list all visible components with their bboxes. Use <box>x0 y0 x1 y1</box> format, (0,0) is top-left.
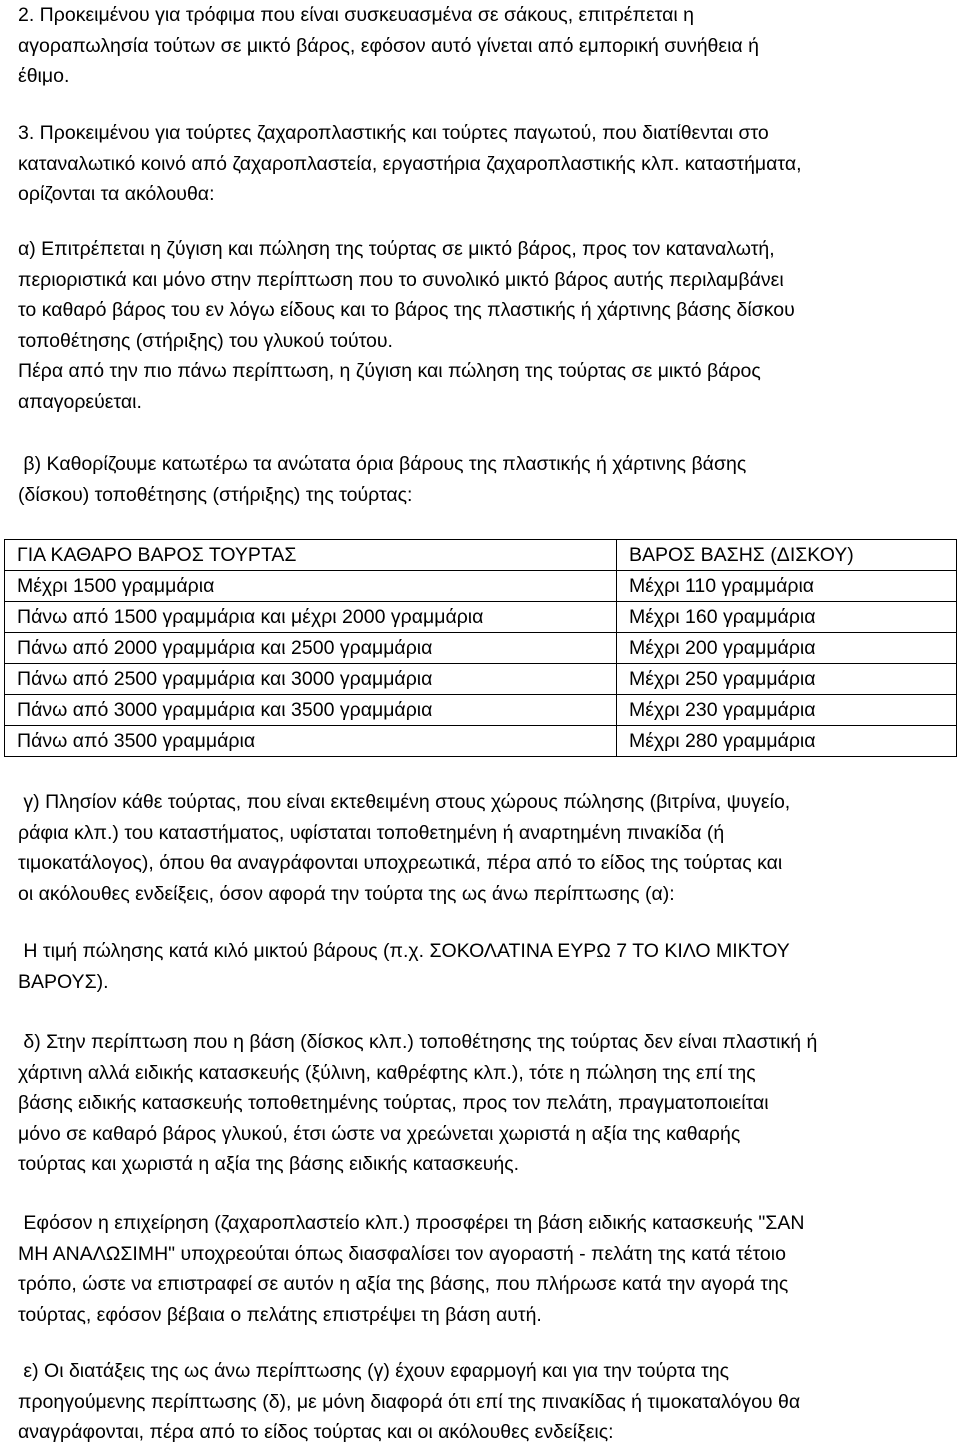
table-cell-net: Πάνω από 3500 γραμμάρια <box>5 726 617 757</box>
paragraph-a <box>18 234 948 417</box>
paragraph-b <box>18 449 948 510</box>
text-line: ράφια κλπ.) του καταστήματος, υφίσταται τοποθετημένη ή αναρτημένη πινακίδα (ή <box>18 821 725 844</box>
paragraph-g <box>18 787 948 909</box>
text-line: ΜΗ ΑΝΑΛΩΣΙΜΗ" υποχρεούται όπως διασφαλίσει τον αγοραστή - πελάτη της κατά τέτοιο <box>18 1242 786 1265</box>
paragraph-3 <box>18 118 948 210</box>
text-line: τρόπο, ώστε να επιστραφεί σε αυτόν η αξία της βάσης, που πλήρωσε κατά την αγορά της <box>18 1273 789 1295</box>
text-line: α) Επιτρέπεται η ζύγιση και πώληση της τούρτας σε μικτό βάρος, προς τον καταναλωτή, <box>18 238 775 260</box>
text-line: (δίσκου) τοποθέτησης (στήριξης) της τούρτας: <box>18 483 413 506</box>
table-cell-base: Μέχρι 110 γραμμάρια <box>617 571 957 602</box>
text-line: ε) Οι διατάξεις της ως άνω περίπτωσης (γ) έχουν εφαρμογή και για την τούρτα της <box>18 1360 729 1382</box>
text-line: οι ακόλουθες ενδείξεις, όσον αφορά την τούρτα της ως άνω περίπτωσης (α): <box>18 882 675 905</box>
table-cell-base: Μέχρι 250 γραμμάρια <box>617 664 957 695</box>
table-header-row <box>5 540 957 571</box>
table-row <box>5 633 957 664</box>
text-line: βάσης ειδικής κατασκευής τοποθετημένης τούρτας, προς τον πελάτη, πραγματοποιείται <box>18 1092 769 1114</box>
table-row <box>5 726 957 757</box>
text-line: τούρτας, εφόσον βέβαια ο πελάτης επιστρέψει τη βάση αυτή. <box>18 1303 542 1326</box>
paragraph-e <box>18 1356 948 1448</box>
text-line: μόνο σε καθαρό βάρος γλυκού, έτσι ώστε να χρεώνεται χωριστά η αξία της καθαρής <box>18 1122 741 1145</box>
text-line: 3. Προκειμένου για τούρτες ζαχαροπλαστικής και τούρτες παγωτού, που διατίθενται στο <box>18 122 769 144</box>
text-line: ΒΑΡΟΥΣ). <box>18 970 109 993</box>
text-line: καταναλωτικό κοινό από ζαχαροπλαστεία, εργαστήρια ζαχαροπλαστικής κλπ. καταστήματα, <box>18 152 802 175</box>
text-line: γ) Πλησίον κάθε τούρτας, που είναι εκτεθειμένη στους χώρους πώλησης (βιτρίνα, ψυγείο, <box>18 791 791 813</box>
text-line: ορίζονται τα ακόλουθα: <box>18 183 215 205</box>
text-line: έθιμο. <box>18 65 70 87</box>
text-line: αναγράφονται, πέρα από το είδος τούρτας και οι ακόλουθες ενδείξεις: <box>18 1421 614 1443</box>
text-line: το καθαρό βάρος του εν λόγω είδους και το βάρος της πλαστικής ή χάρτινης βάσης δίσκου <box>18 299 795 321</box>
paragraph-price <box>18 936 948 997</box>
text-line: προηγούμενης περίπτωσης (δ), με μόνη διαφορά ότι επί της πινακίδας ή τιμοκαταλόγου θα <box>18 1390 801 1413</box>
table-cell-net: Πάνω από 2500 γραμμάρια και 3000 γραμμάρια <box>5 664 617 695</box>
text-line: απαγορεύεται. <box>18 390 142 413</box>
text-line: περιοριστικά και μόνο στην περίπτωση που το συνολικό μικτό βάρος αυτής περιλαμβάνει <box>18 268 784 291</box>
text-line: αγοραπωλησία τούτων σε μικτό βάρος, εφόσον αυτό γίνεται από εμπορική συνήθεια ή <box>18 34 759 57</box>
text-line: τοποθέτησης (στήριξης) του γλυκού τούτου. <box>18 329 393 352</box>
base-weight-table <box>4 539 957 757</box>
table-cell-net: Μέχρι 1500 γραμμάρια <box>5 571 617 602</box>
text-line: δ) Στην περίπτωση που η βάση (δίσκος κλπ.) τοποθέτησης της τούρτας δεν είναι πλαστική ή <box>18 1031 818 1053</box>
paragraph-2 <box>18 0 948 92</box>
text-line: 2. Προκειμένου για τρόφιμα που είναι συσκευασμένα σε σάκους, επιτρέπεται η <box>18 4 694 26</box>
table-row <box>5 571 957 602</box>
table-row <box>5 602 957 633</box>
table-row <box>5 695 957 726</box>
paragraph-d <box>18 1027 948 1180</box>
table-cell-base: Μέχρι 230 γραμμάρια <box>617 695 957 726</box>
table-cell-net: Πάνω από 1500 γραμμάρια και μέχρι 2000 γραμμάρια <box>5 602 617 633</box>
table-header-net-weight: ΓΙΑ ΚΑΘΑΡΟ ΒΑΡΟΣ ΤΟΥΡΤΑΣ <box>5 540 617 571</box>
text-line: Η τιμή πώλησης κατά κιλό μικτού βάρους (π.χ. ΣΟΚΟΛΑΤΙΝΑ ΕΥΡΩ 7 ΤΟ ΚΙΛΟ ΜΙΚΤΟΥ <box>18 940 790 962</box>
table-cell-base: Μέχρι 280 γραμμάρια <box>617 726 957 757</box>
table-cell-net: Πάνω από 2000 γραμμάρια και 2500 γραμμάρια <box>5 633 617 664</box>
table-row <box>5 664 957 695</box>
table-cell-base: Μέχρι 200 γραμμάρια <box>617 633 957 664</box>
text-line: Πέρα από την πιο πάνω περίπτωση, η ζύγιση και πώληση της τούρτας σε μικτό βάρος <box>18 360 761 382</box>
text-line: Εφόσον η επιχείρηση (ζαχαροπλαστείο κλπ.) προσφέρει τη βάση ειδικής κατασκευής "ΣΑΝ <box>18 1212 805 1234</box>
text-line: τιμοκατάλογος), όπου θα αναγράφονται υποχρεωτικά, πέρα από το είδος της τούρτας και <box>18 852 783 874</box>
text-line: χάρτινη αλλά ειδικής κατασκευής (ξύλινη, καθρέφτης κλπ.), τότε η πώληση της επί της <box>18 1061 756 1084</box>
paragraph-e-intro <box>18 1208 948 1330</box>
text-line: τούρτας και χωριστά η αξία της βάσης ειδικής κατασκευής. <box>18 1153 520 1175</box>
table-header-base-weight: ΒΑΡΟΣ ΒΑΣΗΣ (ΔΙΣΚΟΥ) <box>617 540 957 571</box>
text-line: β) Καθορίζουμε κατωτέρω τα ανώτατα όρια βάρους της πλαστικής ή χάρτινης βάσης <box>18 453 747 475</box>
table-cell-net: Πάνω από 3000 γραμμάρια και 3500 γραμμάρια <box>5 695 617 726</box>
table-cell-base: Μέχρι 160 γραμμάρια <box>617 602 957 633</box>
